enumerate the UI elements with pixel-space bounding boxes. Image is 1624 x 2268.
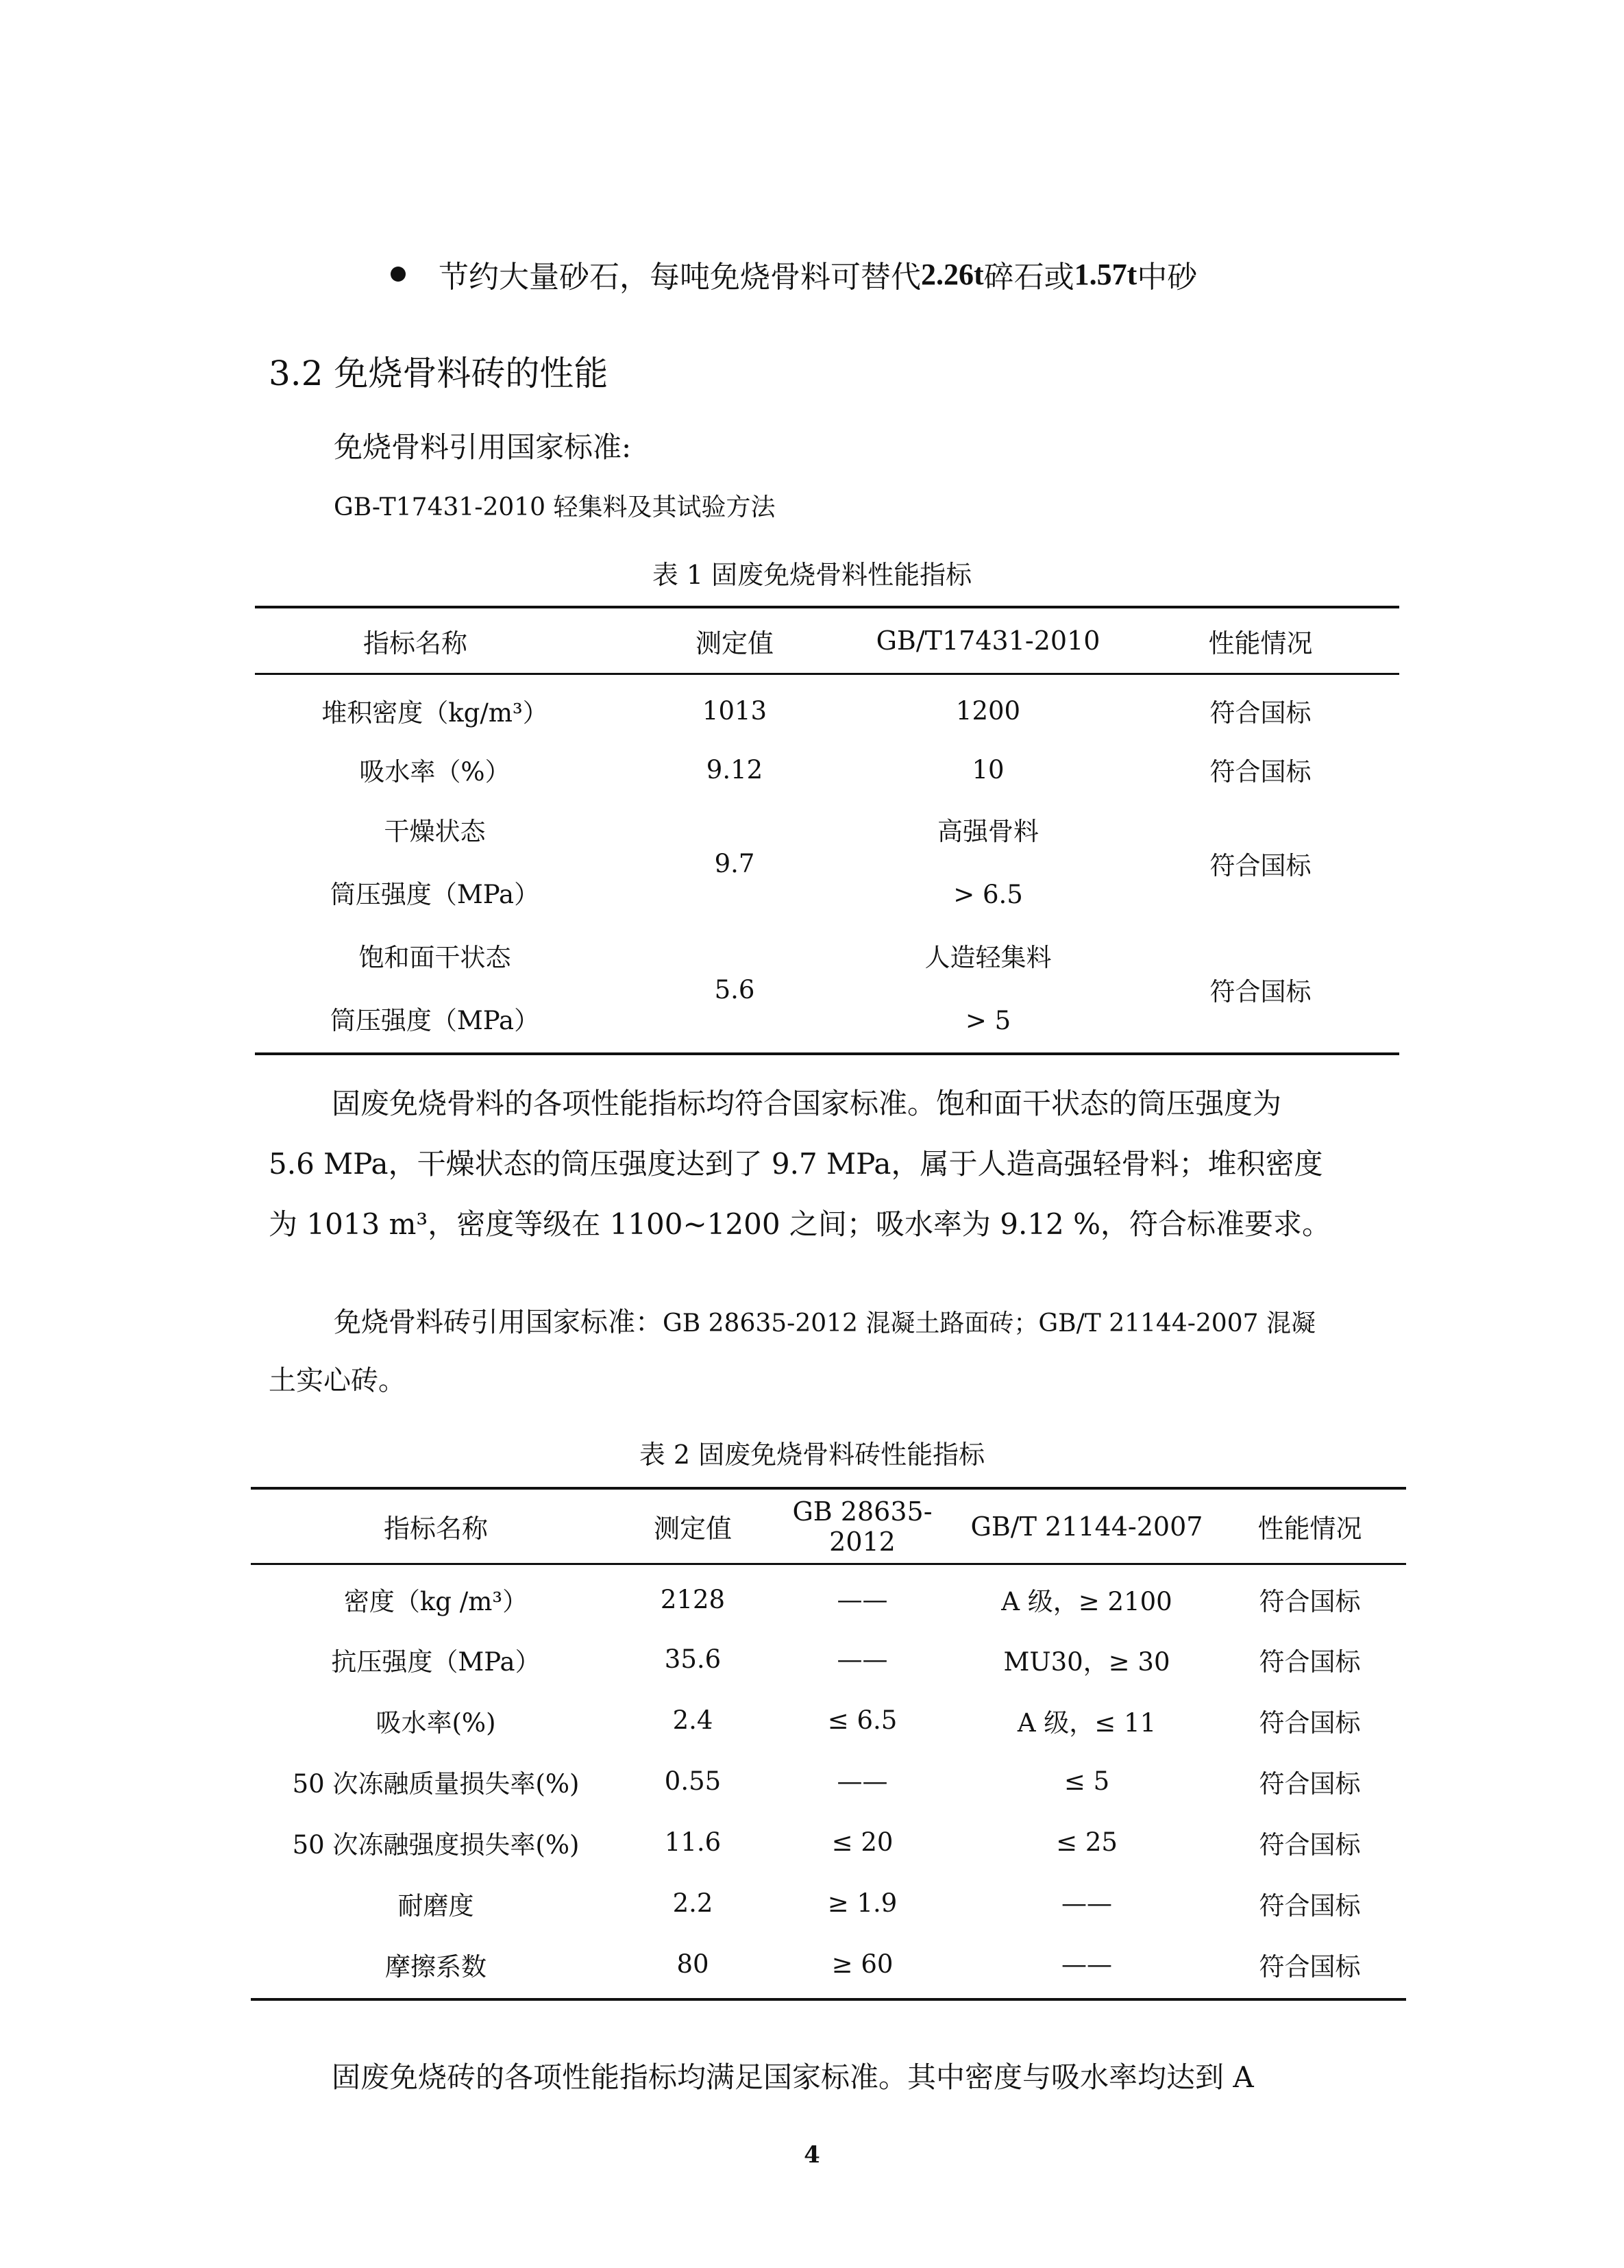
table1-cell-std-line1: 高强骨料 <box>937 817 1039 846</box>
table2-cell-value: 2.4 <box>672 1705 713 1735</box>
table1-cell-std-line2: > 6.5 <box>953 880 1023 909</box>
table2-cell-status: 符合国标 <box>1259 1829 1361 1860</box>
table2-cell-gb21144: MU30，≥ 30 <box>1003 1647 1170 1677</box>
table1-cell-value: 1013 <box>702 695 767 726</box>
standard2-line <box>334 1288 1403 1358</box>
table1-cell-name: 吸水率（%） <box>359 757 510 787</box>
standard2-text-cont: 土实心砖。 <box>269 1365 406 1396</box>
table2-cell-gb28635: —— <box>837 1584 888 1614</box>
table1-cell-name-line1: 饱和面干状态 <box>358 943 511 972</box>
table2-cell-value: 80 <box>676 1949 709 1979</box>
table2-cell-status: 符合国标 <box>1259 1587 1361 1616</box>
standard2-label: 免烧骨料砖引用国家标准： <box>334 1307 663 1338</box>
table2-header-gb21144: GB/T 21144-2007 <box>970 1511 1203 1542</box>
table2-cell-gb21144: —— <box>1061 1949 1112 1979</box>
table1-header-row <box>255 608 1399 673</box>
table2-cell-name: 耐磨度 <box>397 1890 474 1921</box>
table-row <box>251 1563 1406 1629</box>
table2-cell-gb28635: ≤ 20 <box>831 1827 894 1857</box>
table-row <box>255 739 1399 800</box>
table2-cell-gb28635: ≥ 60 <box>831 1949 894 1979</box>
table-row <box>255 673 1399 739</box>
table1-header-std: GB/T17431-2010 <box>876 626 1100 656</box>
table1-cell-value: 9.12 <box>706 754 763 785</box>
table2-cell-name: 吸水率(%) <box>376 1708 496 1738</box>
table2-cell-gb28635: —— <box>837 1644 888 1674</box>
table1-cell-status: 符合国标 <box>1209 977 1312 1007</box>
table2-cell-value: 35.6 <box>664 1644 722 1674</box>
table2-cell-gb21144: A 级，≥ 2100 <box>1001 1587 1172 1616</box>
table2-cell-name: 50 次冻融质量损失率(%) <box>292 1768 580 1799</box>
table2-header-status: 性能情况 <box>1257 1514 1362 1544</box>
page-number: 4 <box>804 2141 820 2169</box>
table-row <box>255 926 1399 1052</box>
paragraph-1 <box>269 1074 1392 1255</box>
bullet-value-gravel: 2.26t <box>921 257 984 291</box>
table1-cell-std-line2: > 5 <box>965 1006 1011 1035</box>
table2-cell-name: 密度（kg /m³） <box>343 1587 528 1616</box>
table2-cell-name: 摩擦系数 <box>385 1951 487 1982</box>
table2-header-name: 指标名称 <box>383 1514 488 1544</box>
bullet-value-sand: 1.57t <box>1074 257 1137 291</box>
table1-caption: 表 1 固废免烧骨料性能指标 <box>652 560 972 590</box>
table2-cell-status: 符合国标 <box>1259 1647 1361 1677</box>
table1-cell-status: 符合国标 <box>1209 698 1312 728</box>
table2-cell-gb28635: —— <box>837 1766 888 1796</box>
table2-cell-value: 0.55 <box>664 1766 722 1796</box>
table1-cell-name-line2: 筒压强度（MPa） <box>330 880 540 909</box>
table2-cell-name: 50 次冻融强度损失率(%) <box>292 1829 580 1860</box>
table2-header-gb28635: GB 28635-2012 <box>792 1496 933 1557</box>
table2-cell-status: 符合国标 <box>1259 1890 1361 1921</box>
table-row <box>255 800 1399 926</box>
bullet-item <box>391 252 1197 296</box>
table-row <box>251 1751 1406 1812</box>
table2-cell-value: 2128 <box>660 1584 726 1614</box>
table1-cell-status: 符合国标 <box>1209 851 1312 880</box>
table2-caption: 表 2 固废免烧骨料砖性能指标 <box>639 1440 985 1470</box>
table1-cell-status: 符合国标 <box>1209 757 1312 787</box>
bullet-text-pre: 节约大量砂石，每吨免烧骨料可替代 <box>439 260 921 295</box>
table1-cell-name <box>255 926 615 1052</box>
table-row <box>251 1812 1406 1873</box>
table1-cell-std: 1200 <box>955 695 1021 726</box>
table1-cell-std: 10 <box>972 754 1005 785</box>
table-row <box>251 1629 1406 1690</box>
standard1-name: GB-T17431-2010 轻集料及其试验方法 <box>334 493 776 521</box>
table1-header-name: 指标名称 <box>363 628 468 658</box>
table1-cell-std-line1: 人造轻集料 <box>924 943 1052 972</box>
table2-cell-status: 符合国标 <box>1259 1951 1361 1982</box>
table2-bottom-rule <box>251 1998 1406 2001</box>
table2-cell-gb28635: ≥ 1.9 <box>827 1888 898 1918</box>
bullet-icon <box>391 267 406 282</box>
table1-cell-name: 堆积密度（kg/m³） <box>321 698 548 728</box>
table2-cell-gb21144: A 级，≤ 11 <box>1017 1708 1157 1738</box>
table1-cell-name-line2: 筒压强度（MPa） <box>330 1006 540 1035</box>
bullet-text-mid: 碎石或 <box>983 260 1074 295</box>
table-row <box>251 1934 1406 1995</box>
standard2-text: GB 28635-2012 混凝土路面砖；GB/T 21144-2007 混凝 <box>663 1309 1316 1338</box>
table2-cell-gb21144: ≤ 25 <box>1056 1827 1118 1857</box>
table2-cell-value: 2.2 <box>672 1888 713 1918</box>
table2-header-value: 测定值 <box>653 1514 732 1544</box>
table1-cell-value: 9.7 <box>714 848 755 878</box>
table2-cell-status: 符合国标 <box>1259 1708 1361 1738</box>
table2-cell-status: 符合国标 <box>1259 1768 1361 1799</box>
bullet-text-post: 中砂 <box>1137 260 1198 295</box>
table1-header-value: 测定值 <box>695 628 774 658</box>
paragraph-1-line: 为 1013 m³，密度等级在 1100~1200 之间；吸水率为 9.12 %，符合标准要求。 <box>269 1207 1331 1241</box>
table-row <box>251 1690 1406 1751</box>
table1-header-status: 性能情况 <box>1208 628 1313 658</box>
paragraph-1-line: 固废免烧骨料的各项性能指标均符合国家标准。饱和面干状态的筒压强度为 <box>332 1087 1282 1120</box>
table2-body <box>251 1563 1406 1995</box>
table1 <box>255 608 1399 1052</box>
table2-header-row <box>251 1490 1406 1563</box>
paragraph-2: 固废免烧砖的各项性能指标均满足国家标准。其中密度与吸水率均达到 A <box>332 2060 1254 2094</box>
table1-cell-std <box>854 800 1122 926</box>
table2-cell-gb28635: ≤ 6.5 <box>827 1705 898 1735</box>
table2-cell-gb21144: ≤ 5 <box>1063 1766 1110 1796</box>
table2 <box>251 1490 1406 1995</box>
table1-cell-name-line1: 干燥状态 <box>384 817 486 846</box>
standard1-label: 免烧骨料引用国家标准: <box>334 430 632 464</box>
table-row <box>251 1873 1406 1934</box>
table1-cell-value: 5.6 <box>714 974 755 1004</box>
table2-cell-gb21144: —— <box>1061 1888 1112 1918</box>
paragraph-1-line: 5.6 MPa，干燥状态的筒压强度达到了 9.7 MPa，属于人造高强轻骨料；堆积密度 <box>269 1147 1323 1181</box>
table2-cell-name: 抗压强度（MPa） <box>331 1647 541 1677</box>
table1-cell-name <box>255 800 615 926</box>
table1-bottom-rule <box>255 1052 1399 1055</box>
table1-cell-std <box>854 926 1122 1052</box>
section-title: 3.2 免烧骨料砖的性能 <box>269 354 608 393</box>
table2-cell-value: 11.6 <box>664 1827 722 1857</box>
